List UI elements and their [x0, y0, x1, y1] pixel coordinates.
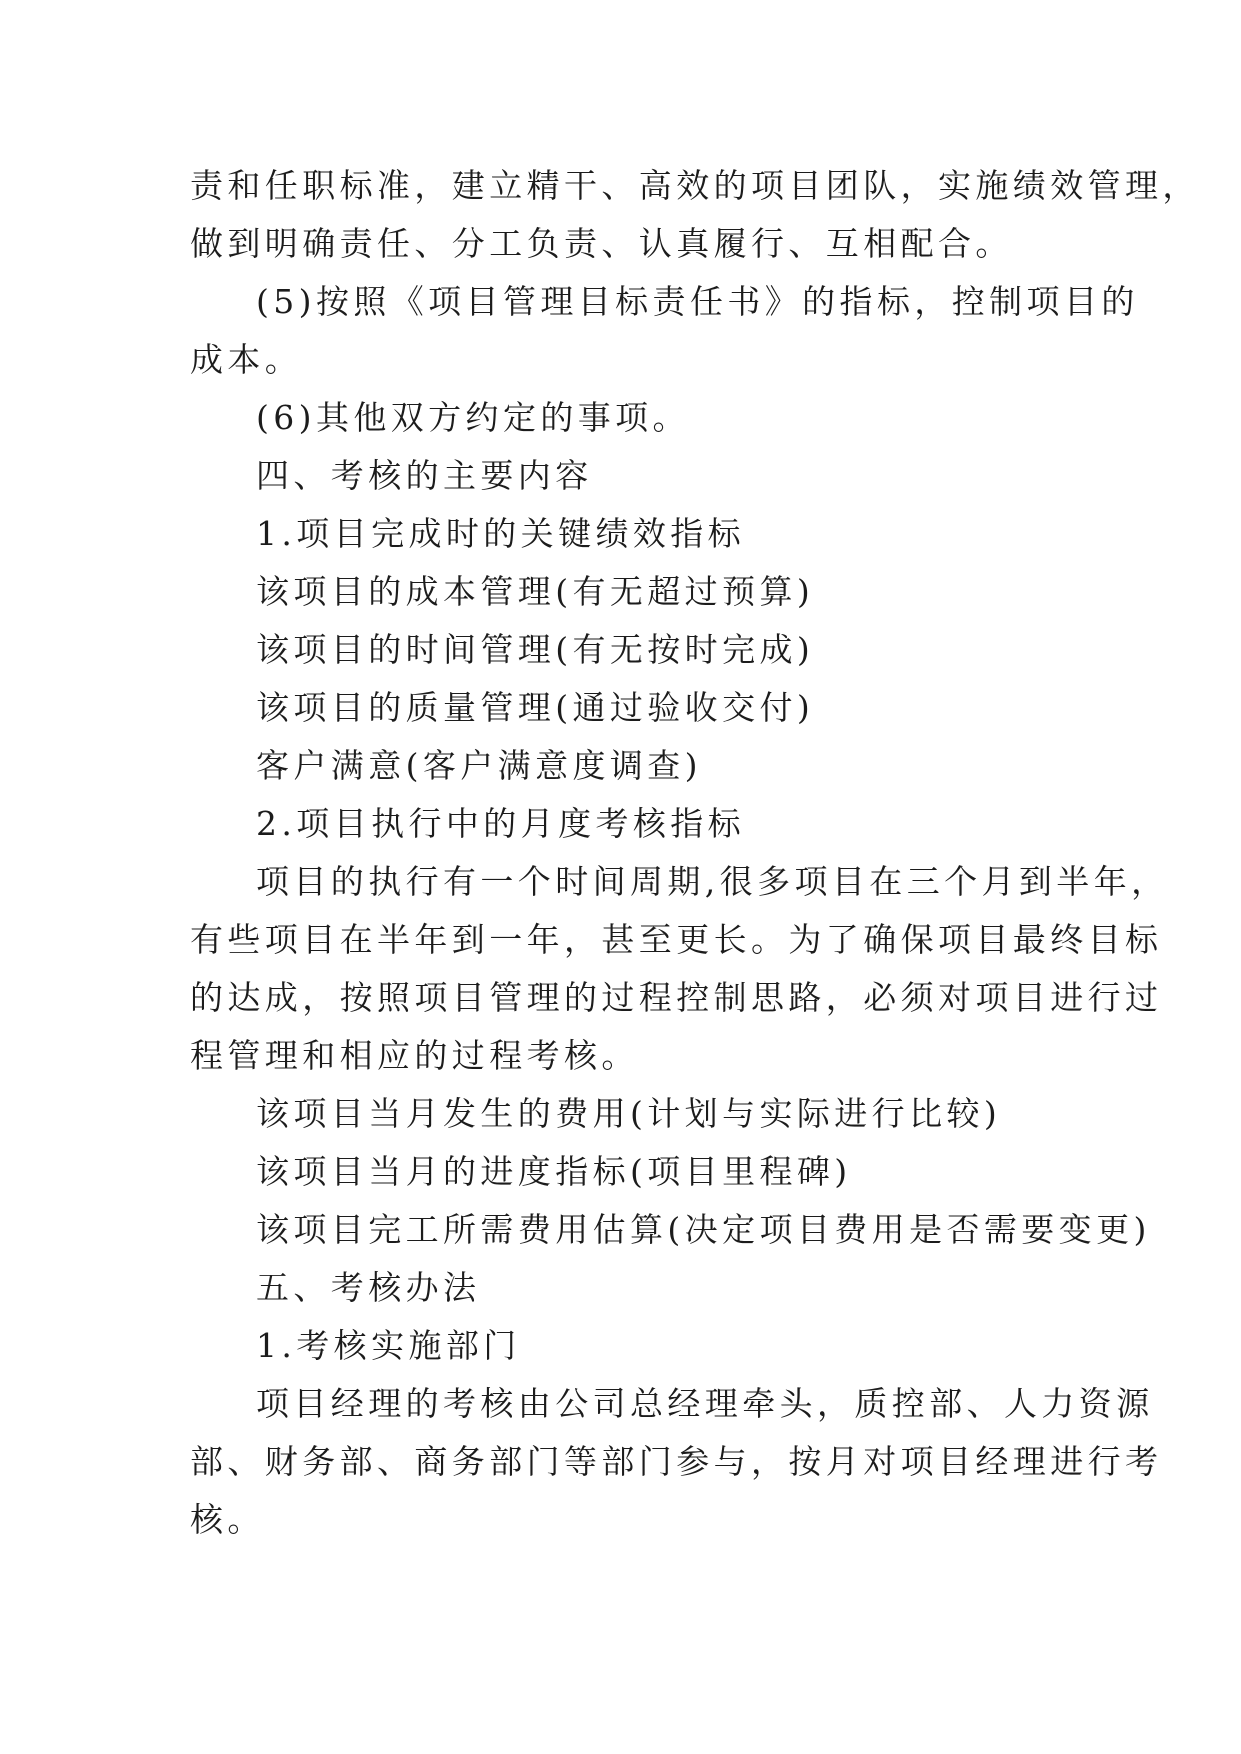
paragraph-line: 成本。	[190, 340, 303, 379]
paragraph-line: (5)按照《项目管理目标责任书》的指标，控制项目的	[256, 282, 1139, 321]
paragraph-line: 核。	[190, 1500, 265, 1539]
subsection-heading: 2.项目执行中的月度考核指标	[256, 804, 746, 843]
section-heading: 四、考核的主要内容	[256, 456, 593, 495]
list-item: 客户满意(客户满意度调查)	[256, 746, 702, 785]
subsection-heading: 1.考核实施部门	[256, 1326, 521, 1365]
paragraph-line: 程管理和相应的过程考核。	[190, 1036, 639, 1075]
paragraph-line: 做到明确责任、分工负责、认真履行、互相配合。	[190, 224, 1013, 263]
list-item: 该项目的时间管理(有无按时完成)	[256, 630, 815, 669]
list-item: 该项目的成本管理(有无超过预算)	[256, 572, 815, 611]
paragraph-line: 项目的执行有一个时间周期,很多项目在三个月到半年，	[256, 862, 1169, 901]
paragraph-line: 责和任职标准，建立精干、高效的项目团队，实施绩效管理，	[190, 166, 1200, 205]
paragraph-line: 的达成，按照项目管理的过程控制思路，必须对项目进行过	[190, 978, 1163, 1017]
list-item: 该项目当月的进度指标(项目里程碑)	[256, 1152, 852, 1191]
paragraph-line: 项目经理的考核由公司总经理牵头，质控部、人力资源	[256, 1384, 1154, 1423]
list-item: 该项目的质量管理(通过验收交付)	[256, 688, 815, 727]
section-heading: 五、考核办法	[256, 1268, 481, 1307]
paragraph-line: (6)其他双方约定的事项。	[256, 398, 690, 437]
paragraph-line: 有些项目在半年到一年，甚至更长。为了确保项目最终目标	[190, 920, 1163, 959]
subsection-heading: 1.项目完成时的关键绩效指标	[256, 514, 746, 553]
paragraph-line: 部、财务部、商务部门等部门参与，按月对项目经理进行考	[190, 1442, 1163, 1481]
list-item: 该项目完工所需费用估算(决定项目费用是否需要变更)	[256, 1210, 1151, 1249]
list-item: 该项目当月发生的费用(计划与实际进行比较)	[256, 1094, 1002, 1133]
